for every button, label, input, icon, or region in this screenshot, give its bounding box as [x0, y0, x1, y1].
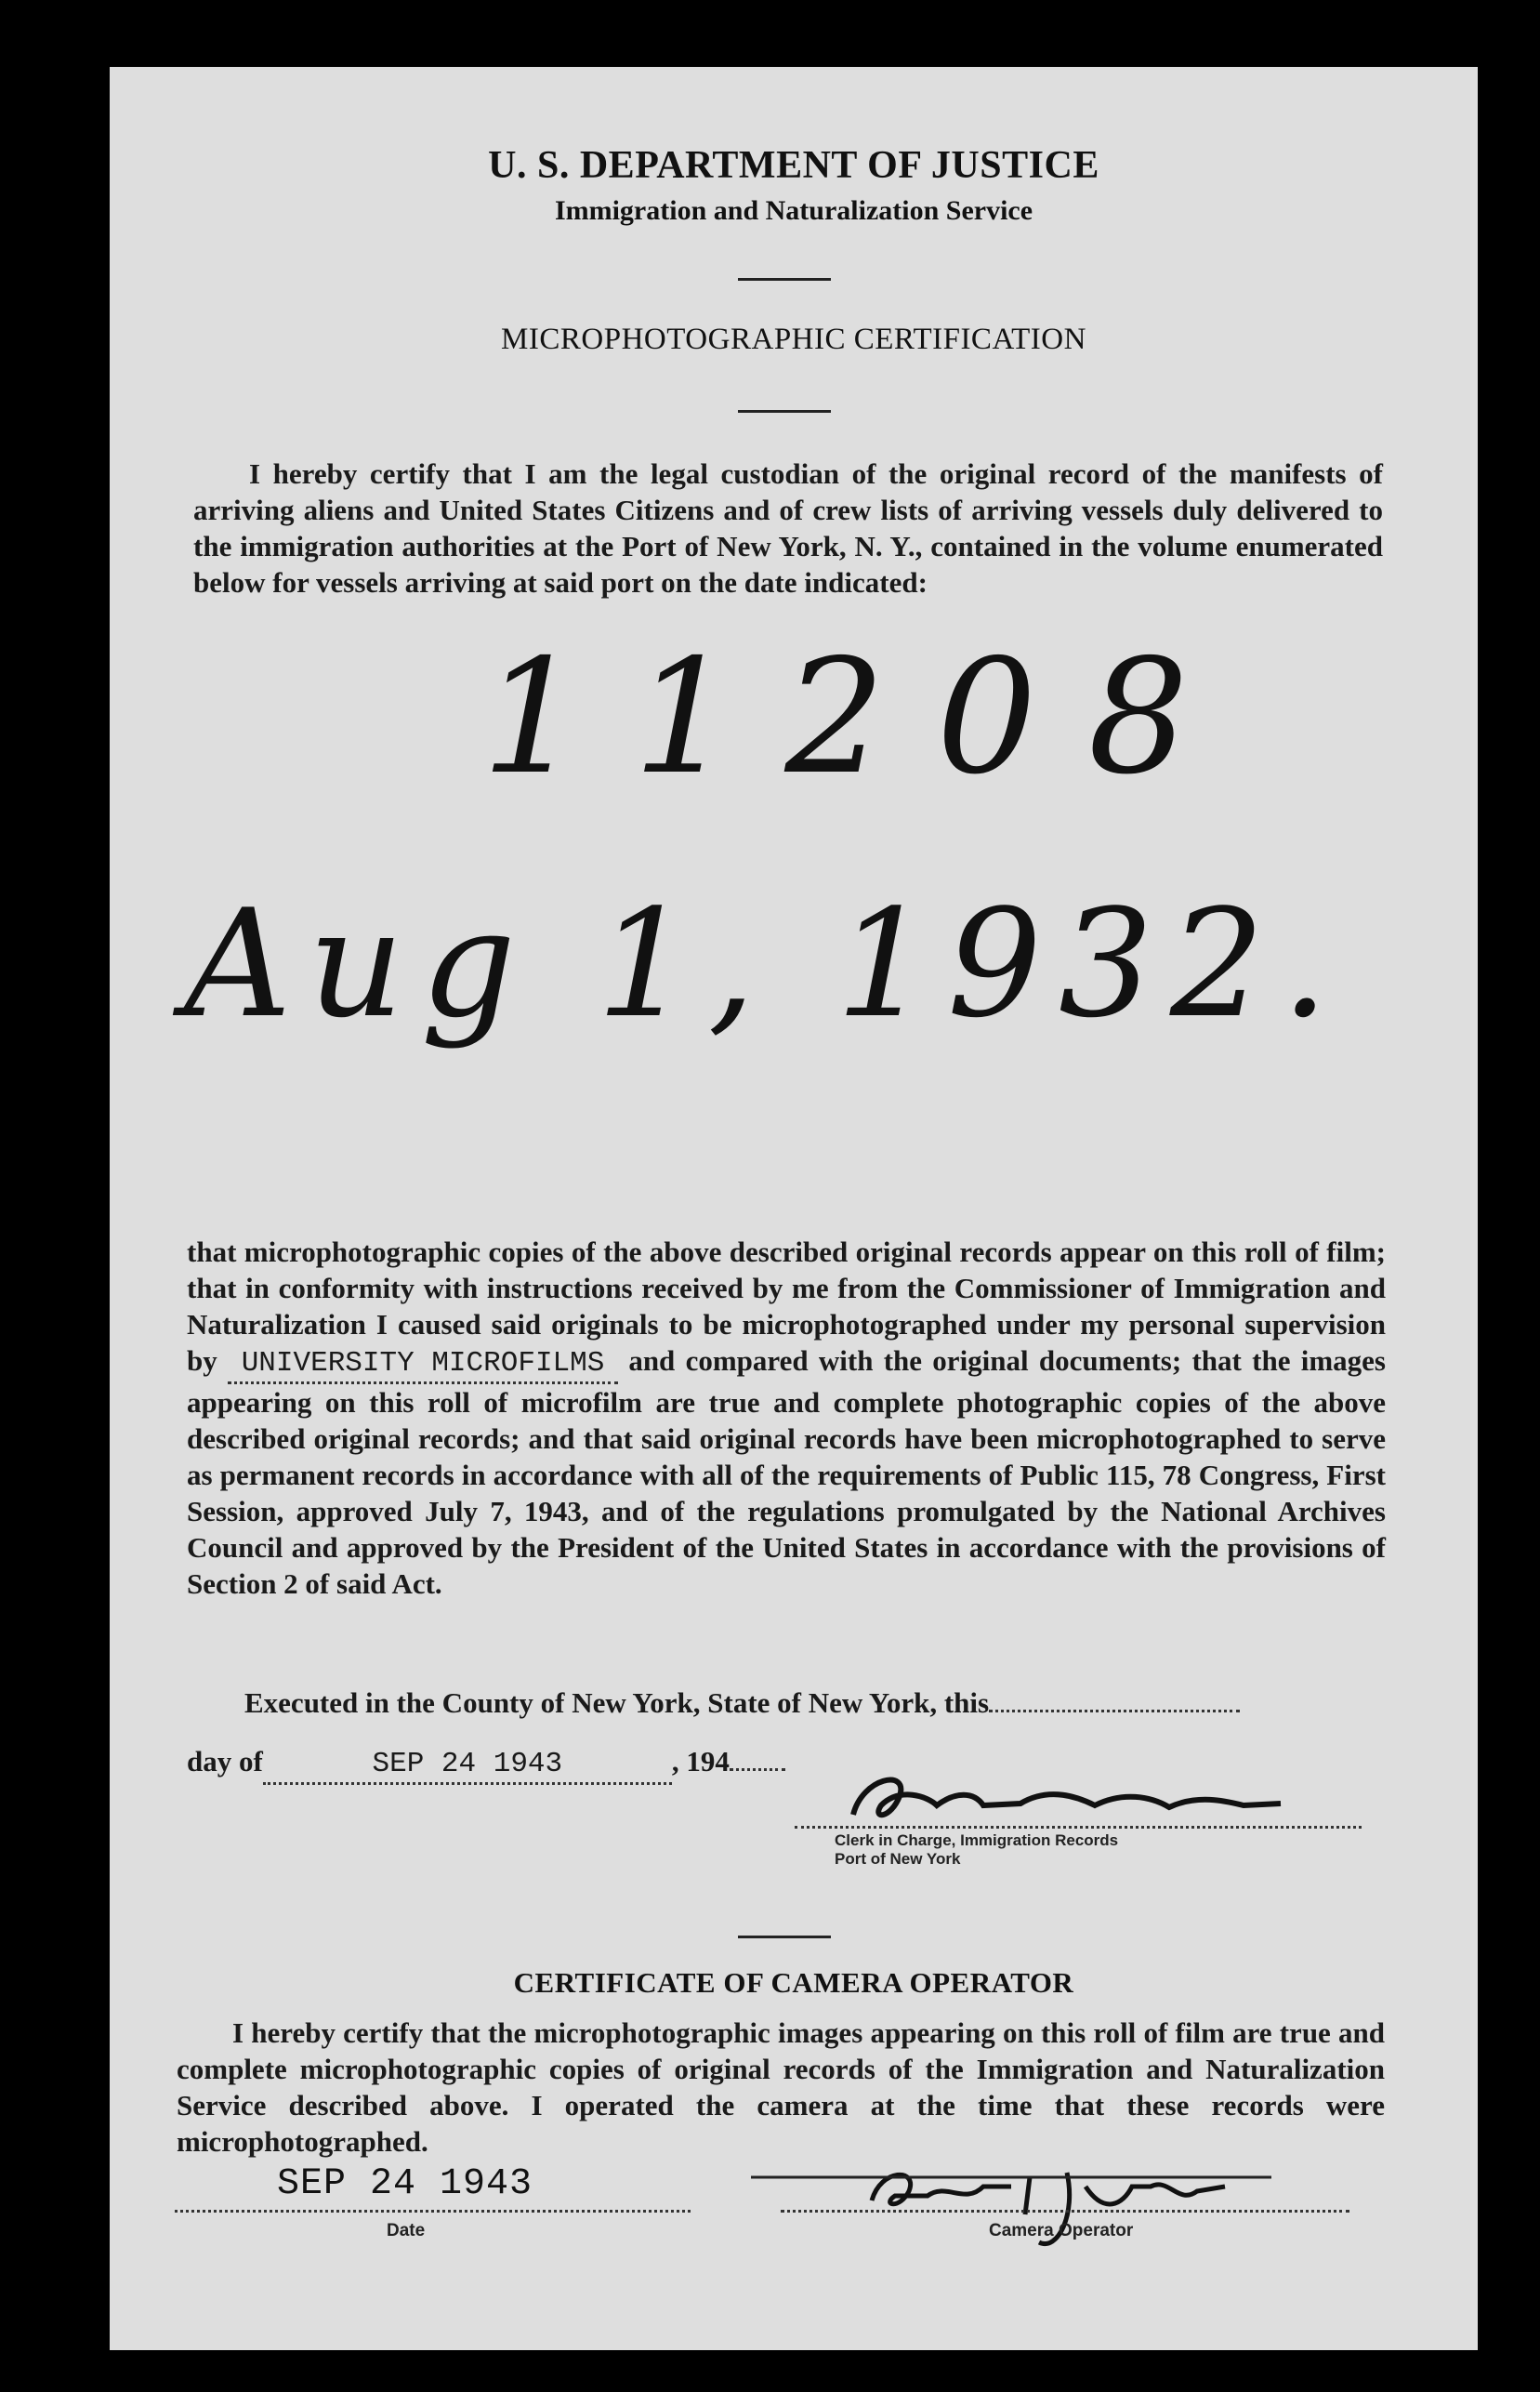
divider: [738, 410, 831, 413]
year-line: [730, 1768, 785, 1771]
camera-operator-label: Camera Operator: [989, 2221, 1134, 2240]
clerk-title-line2: Port of New York: [835, 1850, 961, 1868]
divider: [738, 1936, 831, 1938]
certification-body: [187, 1234, 1386, 1602]
intro-paragraph: I hereby certify that I am the legal custodian of the original record of the manifests of arriving aliens and United States Citizens and of crew lists of arriving vessels duly delivered to the immigration authorities at the Port of New York, N. Y., contained in the volume enumerated below for vessels arriving at said port on the date indicated:: [193, 457, 1383, 599]
certificate-page: [110, 67, 1478, 2350]
certification-title: MICROPHOTOGRAPHIC CERTIFICATION: [501, 323, 1086, 356]
day-of-label: day of: [187, 1745, 263, 1777]
handwritten-volume-number: 11208: [481, 626, 1240, 810]
service-subheading: Immigration and Naturalization Service: [554, 195, 1033, 226]
divider: [738, 278, 831, 281]
department-heading: U. S. DEPARTMENT OF JUSTICE: [488, 144, 1099, 187]
firm-stamp: UNIVERSITY MICROFILMS: [228, 1345, 618, 1384]
executed-text: Executed in the County of New York, State of New York, this: [244, 1686, 990, 1719]
date-line: [175, 2210, 691, 2213]
day-line: [989, 1710, 1240, 1712]
camera-operator-paragraph: I hereby certify that the microphotographic images appearing on this roll of film are true and complete microphotographic copies of original records of the Immigration and Naturalization Service described above. I operated the camera at the time that these records were microphotographed.: [177, 2016, 1385, 2158]
year-prefix: , 194: [671, 1745, 730, 1777]
camera-operator-title: CERTIFICATE OF CAMERA OPERATOR: [513, 1966, 1074, 1999]
date-label: Date: [387, 2221, 426, 2240]
clerk-title: [835, 1831, 1118, 1869]
camera-operator-signature: [844, 2149, 1402, 2261]
body-text-part2: and compared with the original documents; that the images appearing on this roll of microfilm are true and complete photographic copies of the above described original records; and that said original records have been microphotographed to serve as permanent records in accordance with all of the requirements of Public 115, 78 Congress, First Session, approved July 7, 1943, and of the regulations promulgated by the National Archives Council and approved by the President of the United States in accordance with the provisions of Section 2 of said Act.: [187, 1344, 1386, 1600]
body-text-part1: that microphotographic copies of the above described original records appear on this roll of film; that in conformity with instructions received by me from the Commissioner of Immigration and Naturalization I caused said originals to be microphotographed under my personal supervision by: [187, 1236, 1386, 1377]
clerk-title-line1: Clerk in Charge, Immigration Records: [835, 1831, 1119, 1849]
operator-date-stamp: SEP 24 1943: [277, 2163, 533, 2205]
handwritten-arrival-date: Aug 1, 1932.: [184, 877, 1346, 1051]
clerk-signature-line: [795, 1826, 1362, 1829]
execution-date-stamp: SEP 24 1943: [263, 1746, 672, 1785]
operator-signature-line: [781, 2210, 1349, 2213]
